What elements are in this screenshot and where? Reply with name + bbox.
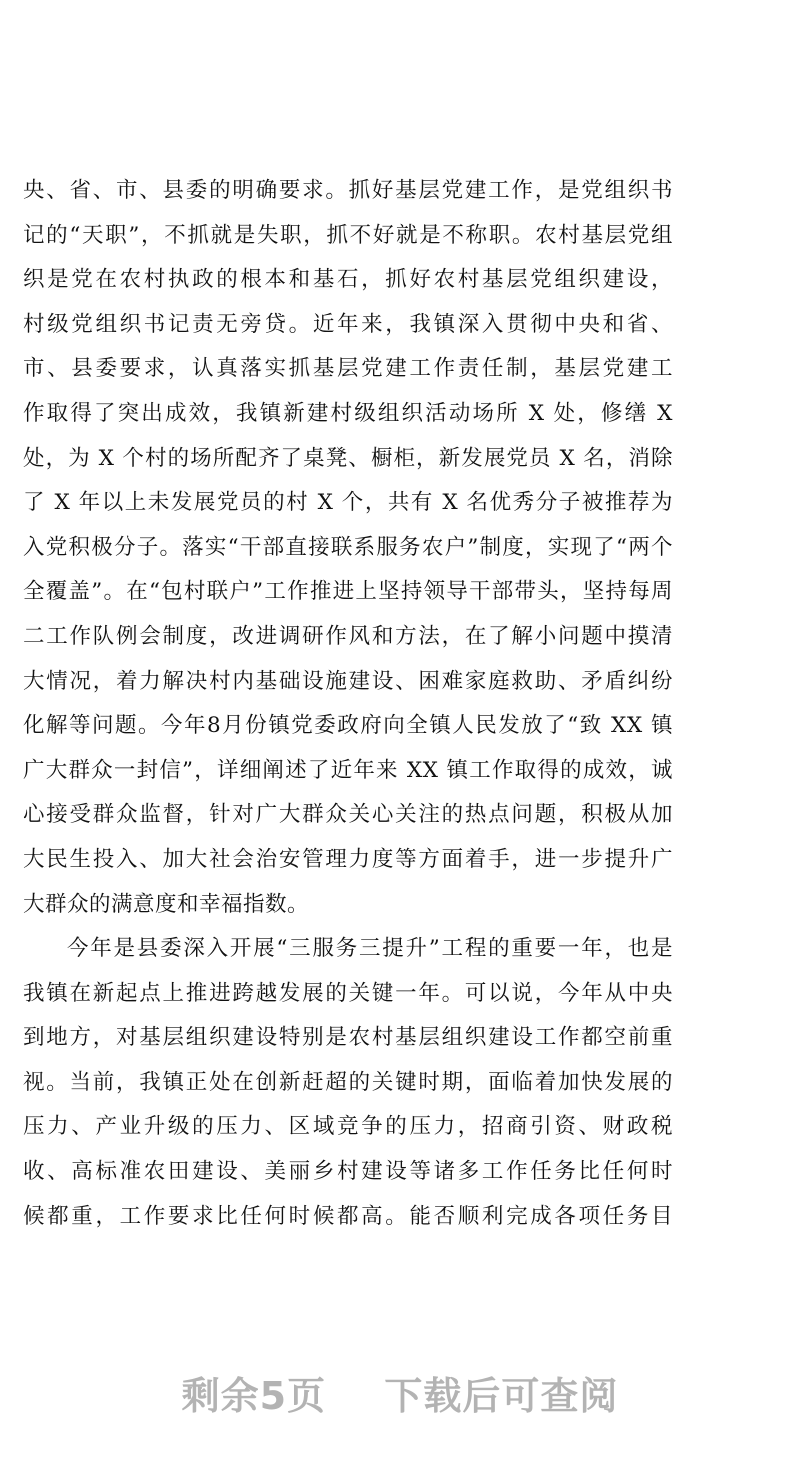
text-line: 织是党在农村执政的根本和基石，抓好农村基层党组织建设， xyxy=(23,267,673,293)
remaining-pages-label: 剩余5页 xyxy=(181,1374,327,1418)
text-line: 二工作队例会制度，改进调研作风和方法，在了解小问题中摸清 xyxy=(23,623,673,649)
text-line: 我镇在新起点上推进跨越发展的关键一年。可以说，今年从中央 xyxy=(23,980,673,1006)
text-line: 大群众的满意度和幸福指数。 xyxy=(23,891,310,917)
text-line: 压力、产业升级的压力、区域竞争的压力，招商引资、财政税 xyxy=(23,1114,673,1140)
text-line: 入党积极分子。落实“干部直接联系服务农户”制度，实现了“两个 xyxy=(23,534,673,560)
text-line: 心接受群众监督，针对广大群众关心关注的热点问题，积极从加 xyxy=(23,802,673,828)
text-line: 到地方，对基层组织建设特别是农村基层组织建设工作都空前重 xyxy=(23,1025,673,1051)
download-prompt[interactable] xyxy=(0,1365,800,1420)
document-body xyxy=(23,169,673,1239)
text-line: 广大群众一封信”，详细阐述了近年来 XX 镇工作取得的成效，诚 xyxy=(23,757,673,783)
text-line: 收、高标准农田建设、美丽乡村建设等诸多工作任务比任何时 xyxy=(23,1159,673,1185)
text-line: 全覆盖”。在“包村联户”工作推进上坚持领导干部带头，坚持每周 xyxy=(23,579,673,605)
text-line: 大民生投入、加大社会治安管理力度等方面着手，进一步提升广 xyxy=(23,846,673,872)
paragraph-start-line: 今年是县委深入开展“三服务三提升”工程的重要一年，也是 xyxy=(67,936,673,962)
text-line: 候都重，工作要求比任何时候都高。能否顺利完成各项任务目 xyxy=(23,1203,673,1229)
text-line: 视。当前，我镇正处在创新赶超的关键时期，面临着加快发展的 xyxy=(23,1069,673,1095)
text-line: 大情况，着力解决村内基础设施建设、困难家庭救助、矛盾纠纷 xyxy=(23,668,673,694)
text-line: 了 X 年以上未发展党员的村 X 个，共有 X 名优秀分子被推荐为 xyxy=(23,490,673,516)
text-line: 作取得了突出成效，我镇新建村级组织活动场所 X 处，修缮 X xyxy=(23,400,673,426)
text-line: 村级党组织书记责无旁贷。近年来，我镇深入贯彻中央和省、 xyxy=(23,311,673,337)
text-line: 化解等问题。今年8月份镇党委政府向全镇人民发放了“致 XX 镇 xyxy=(23,713,673,739)
text-line: 央、省、市、县委的明确要求。抓好基层党建工作，是党组织书 xyxy=(23,178,673,203)
text-line: 处，为 X 个村的场所配齐了桌凳、橱柜，新发展党员 X 名，消除 xyxy=(23,445,673,471)
text-line: 市、县委要求，认真落实抓基层党建工作责任制，基层党建工 xyxy=(23,356,673,382)
download-to-read-label: 下载后可查阅 xyxy=(384,1374,619,1418)
text-line: 记的“天职”，不抓就是失职，抓不好就是不称职。农村基层党组 xyxy=(23,222,673,248)
